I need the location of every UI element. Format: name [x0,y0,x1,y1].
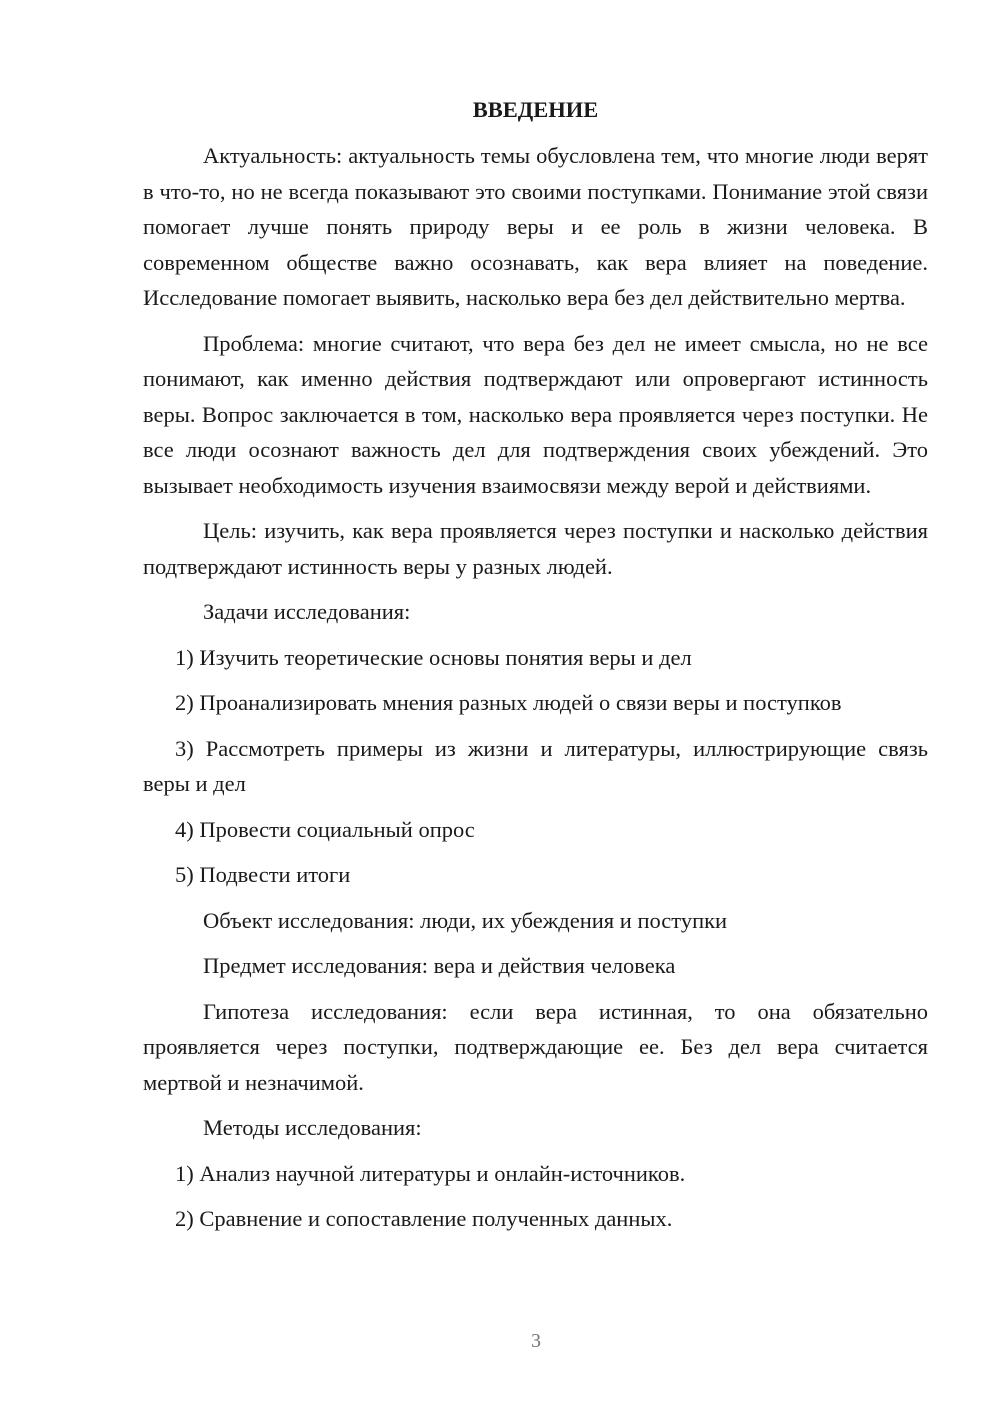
task-item: 2) Проанализировать мнения разных людей о связи веры и поступков [175,690,842,715]
page-number: 3 [531,1330,541,1352]
tasks-heading: Задачи исследования: [203,599,411,624]
object-paragraph: Объект исследования: люди, их убеждения и поступки [203,907,728,933]
section-title: ВВЕДЕНИЕ [472,97,599,122]
problem-paragraph: Проблема: многие считают, что вера без дел не имеет смысла, но не все понимают, как именно действия подтверждают или опровергают истинность веры. Вопрос заключается в том, насколько вера проявляется через поступки. Не все люди осознают важность дел для подтверждения своих убеждений. Это вызывает необходимость изучения взаимосвязи между верой и действиями. [143,330,928,498]
document-body [143,92,928,1247]
relevance-paragraph: Актуальность: актуальность темы обусловлена тем, что многие люди верят в что-то, но не всегда показывают это своими поступками. Понимание этой связи помогает лучше понять природу веры и ее роль в жизни человека. В современном обществе важно осознавать, как вера влияет на поведение. Исследование помогает выявить, насколько вера без дел действительно мертва. [143,143,928,310]
method-item: 1) Анализ научной литературы и онлайн-источников. [175,1160,686,1186]
task-item: 5) Подвести итоги [175,862,351,887]
methods-heading: Методы исследования: [203,1115,422,1140]
task-item: 3) Рассмотреть примеры из жизни и литературы, иллюстрирующие связь веры и дел [143,735,928,796]
hypothesis-paragraph: Гипотеза исследования: если вера истинная, то она обязательно проявляется через поступки, подтверждающие ее. Без дел вера считается мертвой и незначимой. [143,998,928,1095]
method-item: 2) Сравнение и сопоставление полученных данных. [175,1206,673,1231]
task-item: 1) Изучить теоретические основы понятия веры и дел [175,644,692,670]
task-item: 4) Провести социальный опрос [175,816,475,842]
subject-paragraph: Предмет исследования: вера и действия человека [203,953,676,978]
goal-paragraph: Цель: изучить, как вера проявляется через поступки и насколько действия подтверждают истинность веры у разных людей. [143,518,928,579]
